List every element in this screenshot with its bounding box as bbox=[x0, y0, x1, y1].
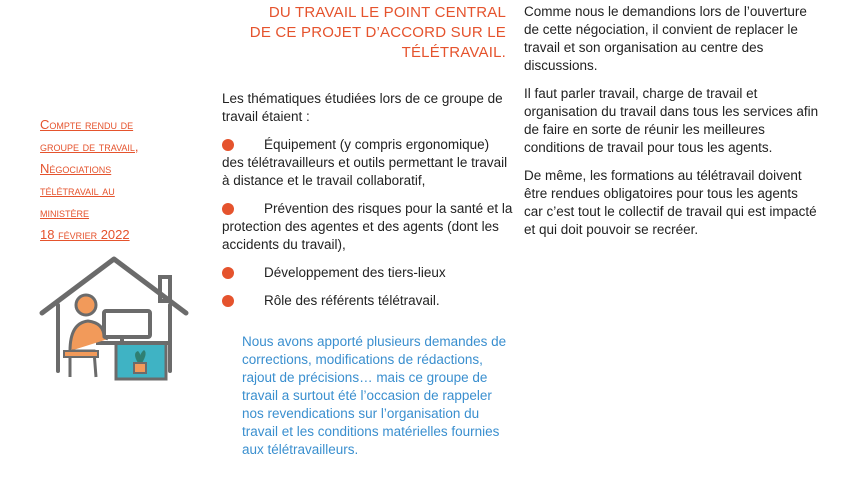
heading-line: DE CE PROJET D’ACCORD SUR LE bbox=[249, 24, 506, 41]
bullet-icon bbox=[222, 295, 234, 307]
right-column bbox=[524, 3, 819, 249]
caption-line: ministère bbox=[40, 205, 90, 220]
paragraph: Il faut parler travail, charge de travail et organisation du travail dans tous les services afin de faire en sorte de réunir les meilleures conditions de travail pour tous les agents. bbox=[524, 86, 819, 155]
list-item-text: Développement des tiers-lieux bbox=[264, 265, 446, 280]
meeting-caption bbox=[40, 114, 190, 246]
bullet-icon bbox=[222, 267, 234, 279]
list-item bbox=[222, 264, 514, 282]
caption-line: télétravail au bbox=[40, 183, 115, 198]
list-item-text: Équipement (y compris ergonomique) des télétravailleurs et outils permettant le travail à distance et le travail collaboratif, bbox=[222, 137, 508, 188]
list-item-text: Prévention des risques pour la santé et la protection des agentes et des agents (dont les accidents du travail), bbox=[222, 201, 513, 252]
home-office-icon bbox=[34, 255, 194, 385]
list-item-text: Rôle des référents télétravail. bbox=[264, 293, 440, 308]
heading-line: TÉLÉTRAVAIL. bbox=[401, 44, 506, 61]
caption-line: Négociations bbox=[40, 161, 112, 176]
caption-line: groupe de travail, bbox=[40, 139, 139, 154]
heading-line: DU TRAVAIL LE POINT CENTRAL bbox=[268, 4, 506, 21]
themes-column bbox=[222, 90, 514, 320]
list-item bbox=[222, 136, 514, 190]
section-heading bbox=[228, 3, 506, 63]
paragraph: De même, les formations au télétravail doivent être rendues obligatoires pour tous les agents car c’est tout le collectif de travail qui est impacté et qui doit pouvoir se recréer. bbox=[524, 168, 817, 237]
caption-line: 18 février 2022 bbox=[40, 227, 130, 242]
paragraph: Comme nous le demandions lors de l’ouverture de cette négociation, il convient de replacer le travail et son organisation au centre des discussions. bbox=[524, 4, 807, 73]
caption-line: Compte rendu de bbox=[40, 117, 134, 132]
themes-intro: Les thématiques étudiées lors de ce groupe de travail étaient : bbox=[222, 91, 503, 124]
bullet-icon bbox=[222, 203, 234, 215]
bullet-icon bbox=[222, 139, 234, 151]
list-item bbox=[222, 200, 514, 254]
list-item bbox=[222, 292, 514, 310]
demands-text: Nous avons apporté plusieurs demandes de corrections, modifications de rédactions, rajout de précisions… mais ce groupe de travail a surtout été l’occasion de rappeler nos revendications sur l’organisation du travail et les conditions matérielles fournies aux télétravailleurs. bbox=[242, 334, 507, 457]
